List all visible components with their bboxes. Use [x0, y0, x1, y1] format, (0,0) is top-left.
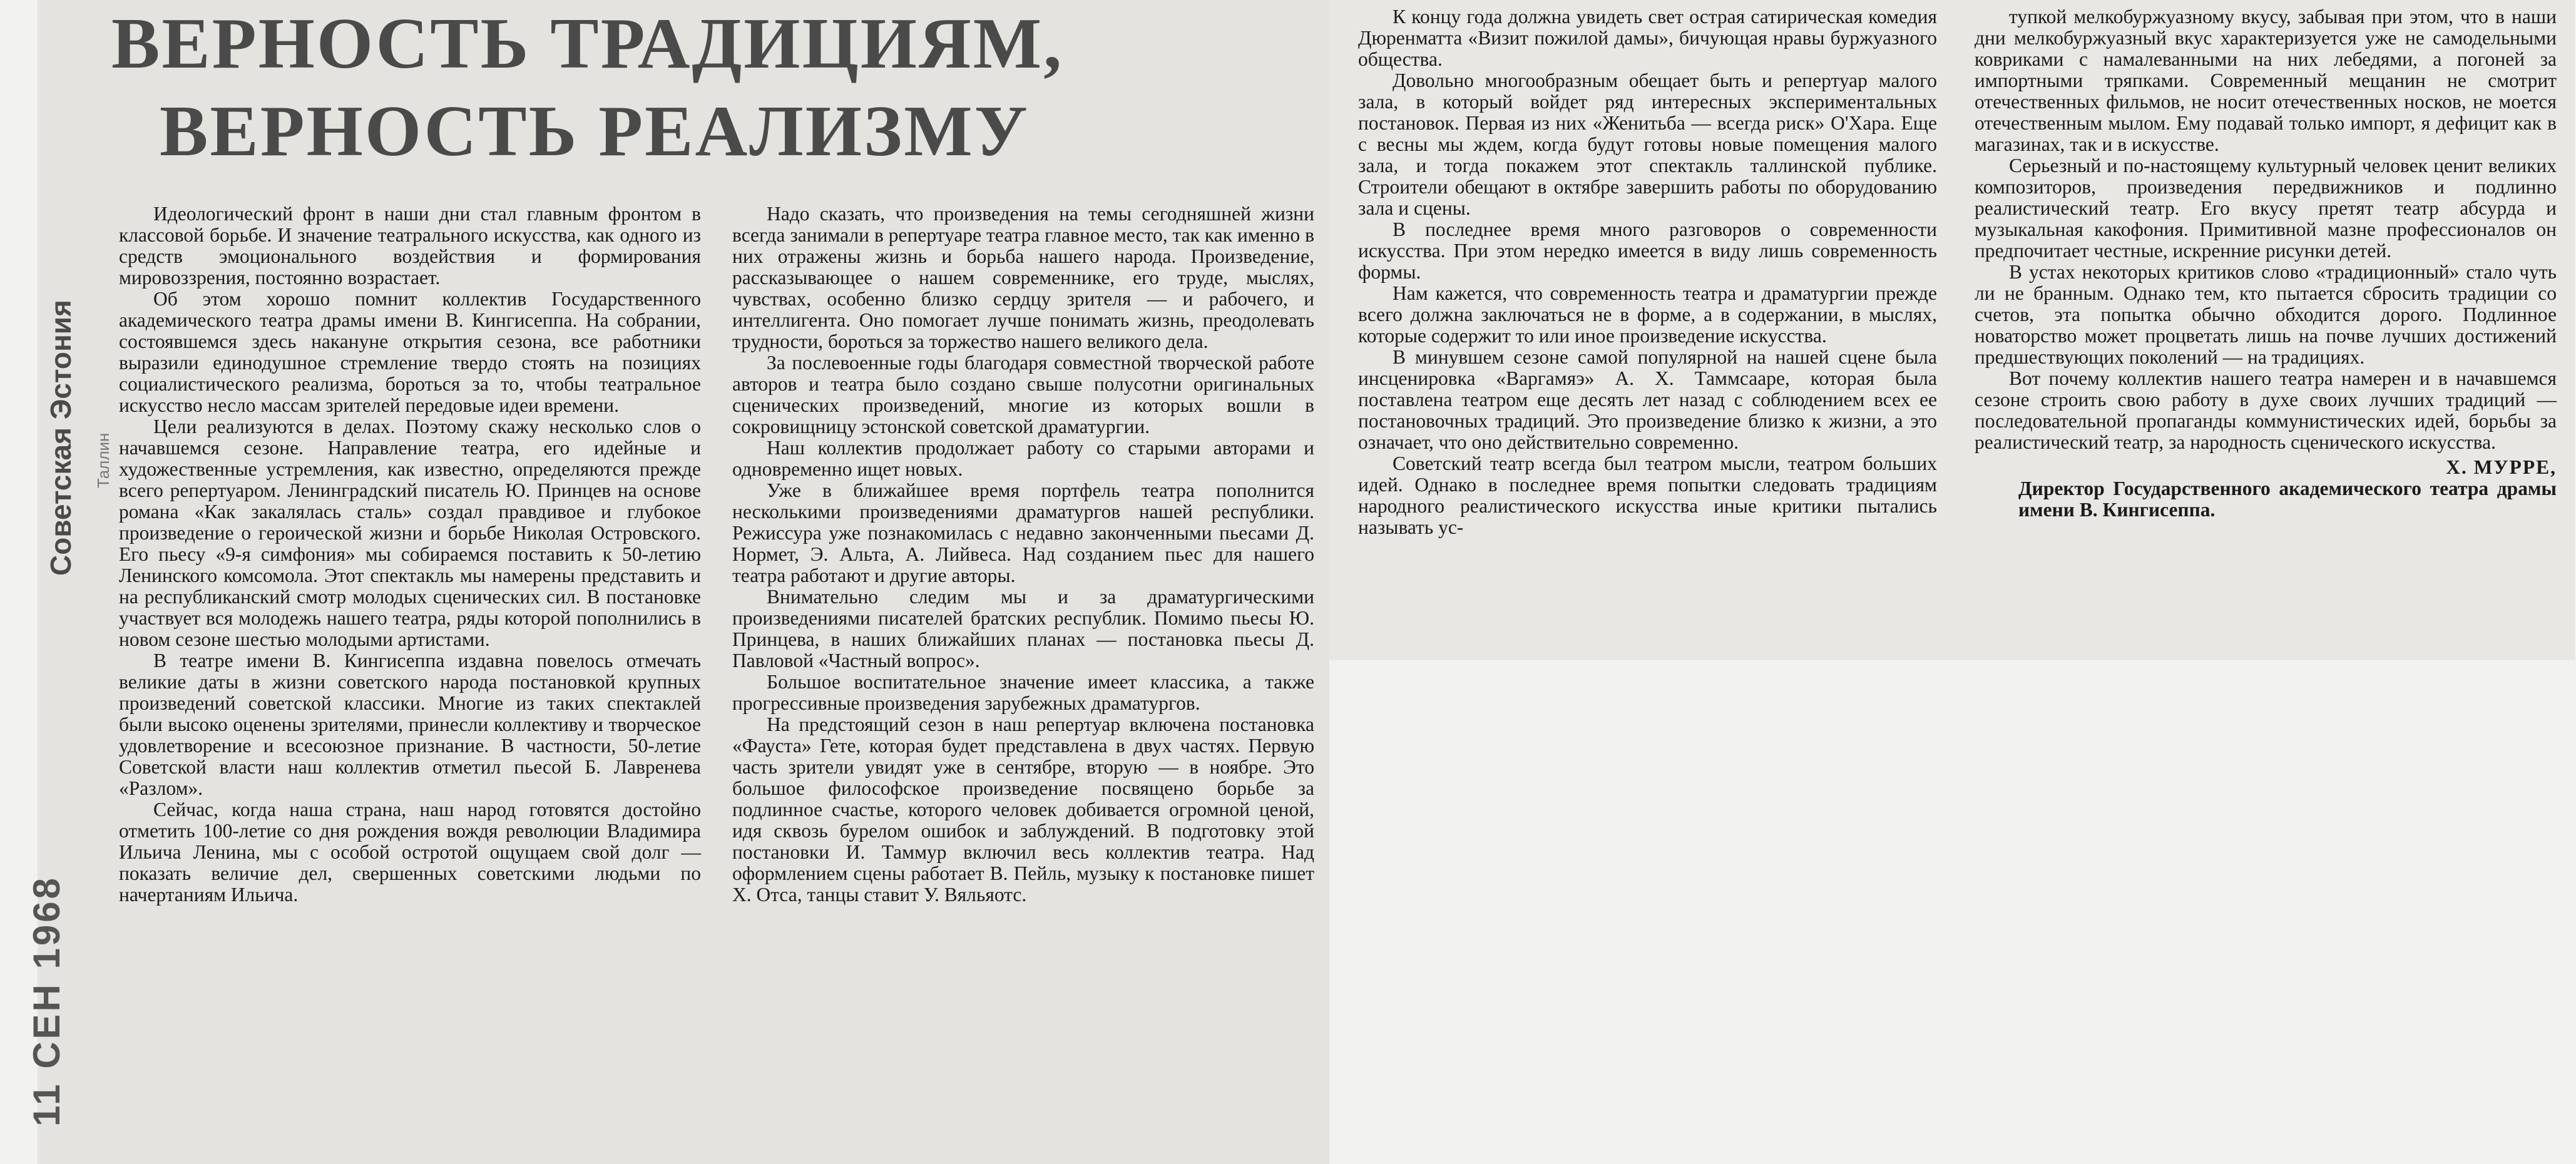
paragraph: За послевоенные годы благодаря совместной творческой работе авторов и театра было создано свыше полусотни оригинальных сценических произведений, многие из которых вошли в сокровищницу эстонской советской драматургии.	[732, 352, 1314, 437]
paragraph: Большое воспитательное значение имеет классика, а также прогрессивные произведения зарубежных драматургов.	[732, 671, 1314, 714]
article-column-2	[732, 203, 1314, 906]
article-column-4	[1975, 6, 2557, 521]
paragraph: Цели реализуются в делах. Поэтому скажу несколько слов о начавшемся сезоне. Направление театра, его идейные и художественные устремления, как известно, определяются прежде всего репертуаром. Ленинградский писатель Ю. Принцев на основе романа «Как закалялась сталь» создал правдивое и глубокое произведение о героической жизни и борьбе Николая Островского. Его пьесу «9-я симфония» мы собираемся поставить к 50-летию Ленинского комсомола. Этот спектакль мы намерены представить и на республиканский смотр молодых сценических сил. В постановке участвует вся молодежь нашего театра, ряды которой пополнились в новом сезоне шестью молодыми артистами.	[119, 416, 701, 650]
paragraph: Внимательно следим мы и за драматургическими произведениями писателей братских республик. Помимо пьесы Ю. Принцева, в наших ближайших планах — постановка пьесы Д. Павловой «Частный вопрос».	[732, 586, 1314, 671]
paragraph: В последнее время много разговоров о современности искусства. При этом нередко имеется в виду лишь современность формы.	[1358, 218, 1937, 283]
paragraph: Надо сказать, что произведения на темы сегодняшней жизни всегда занимали в репертуаре театра главное место, так как именно в них отражены жизнь и борьба нашего народа. Произведение, рассказывающее о нашем современнике, его труде, мыслях, чувствах, особенно близко сердцу зрителя — и рабочего, и интеллигента. Оно помогает лучше понимать жизнь, преодолевать трудности, бороться за торжество нашего великого дела.	[732, 203, 1314, 352]
stamp-city: Таллин	[94, 432, 113, 488]
headline-line-2: ВЕРНОСТЬ РЕАЛИЗМУ	[160, 91, 1030, 171]
paragraph: Наш коллектив продолжает работу со старыми авторами и одновременно ищет новых.	[732, 437, 1314, 480]
newspaper-masthead: Советская Эстония	[44, 300, 77, 576]
paragraph: В минувшем сезоне самой популярной на нашей сцене была инсценировка «Варгамяэ» А. Х. Таммсааре, которая была поставлена театром еще десять лет назад с соблюдением всех ее постановочных традиций. Это произведение близко к жизни, а это означает, что оно действительно современно.	[1358, 346, 1937, 453]
article-column-1	[119, 203, 701, 906]
paragraph: Советский театр всегда был театром мысли, театром больших идей. Однако в последнее время попытки следовать традициям народного реалистического искусства иные критики пытались называть ус-	[1358, 452, 1937, 538]
author-signature: Х. МУРРЕ,	[2446, 456, 2557, 478]
paragraph: Идеологический фронт в наши дни стал главным фронтом в классовой борьбе. И значение театрального искусства, как одного из средств эмоционального воздействия и формирования мировоззрения, постоянно возрастает.	[119, 203, 701, 288]
article-column-3	[1358, 6, 1937, 538]
paragraph: Довольно многообразным обещает быть и репертуар малого зала, в который войдет ряд интересных экспериментальных постановок. Первая из них «Женитьба — всегда риск» О'Хара. Еще с весны мы ждем, когда будут готовы новые помещения малого зала, и тогда покажем этот спектакль таллинской публике. Строители обещают в октябре завершить работы по оборудованию зала и сцены.	[1358, 69, 1937, 219]
paragraph: Сейчас, когда наша страна, наш народ готовятся достойно отметить 100-летие со дня рождения вождя революции Владимира Ильича Ленина, мы с особой остротой ощущаем свой долг — показать величие дел, свершенных советскими людьми по начертаниям Ильича.	[119, 799, 701, 906]
author-position: Директор Государственного академического театра драмы имени В. Кингисеппа.	[2018, 477, 2557, 521]
paragraph: Серьезный и по-настоящему культурный человек ценит великих композиторов, произведения передвижников и подлинно реалистический театр. Его вкусу претят театр абсурда и музыкальная какофония. Примитивной мазне профессионалов он предпочитает честные, искренние рисунки детей.	[1975, 155, 2557, 262]
paragraph: Нам кажется, что современность театра и драматургии прежде всего должна заключаться не в форме, а в содержании, в мыслях, которые содержит то или иное произведение искусства.	[1358, 282, 1937, 347]
paragraph: Вот почему коллектив нашего театра намерен и в начавшемся сезоне строить свою работу в духе своих лучших традиций — последовательной пропаганды коммунистических идей, борьбы за реалистический театр, за народность сценического искусства.	[1975, 367, 2557, 453]
paragraph: В устах некоторых критиков слово «традиционный» стало чуть ли не бранным. Однако тем, кто пытается сбросить традиции со счетов, эта попытка обычно обходится дорого. Подлинное новаторство может процветать лишь на почве лучших достижений предшествующих поколений — на традициях.	[1975, 261, 2557, 368]
paragraph: тупкой мелкобуржуазному вкусу, забывая при этом, что в наши дни мелкобуржуазный вкус характеризуется уже не самодельными ковриками с намалеванными на них лебедями, а погоней за импортными тряпками. Современный мещанин не смотрит отечественных фильмов, не носит отечественных носков, не моется отечественным мылом. Ему подавай только импорт, я дефицит как в магазинах, так и в искусстве.	[1975, 6, 2557, 155]
paragraph: На предстоящий сезон в наш репертуар включена постановка «Фауста» Гете, которая будет представлена в двух частях. Первую часть зрители увидят уже в сентябре, вторую — в ноябре. Это большое философское произведение посвящено борьбе за подлинное счастье, которого человек добивается огромной ценой, идя сквозь бурелом ошибок и заблуждений. В подготовку этой постановки И. Таммур включил весь коллектив театра. Над оформлением сцены работает В. Пейль, музыку к постановке пишет Х. Отса, танцы ставит У. Вяльяотс.	[732, 713, 1314, 906]
paragraph: Об этом хорошо помнит коллектив Государственного академического театра драмы имени В. Кингисеппа. На собрании, состоявшемся здесь накануне открытия сезона, все работники выразили единодушное стремление твердо стоять на позициях социалистического реализма, бороться за то, чтобы театральное искусство несло массам зрителей передовые идеи времени.	[119, 288, 701, 416]
date-stamp: 11 СЕН 1968	[26, 876, 68, 1126]
paragraph: В театре имени В. Кингисеппа издавна повелось отмечать великие даты в жизни советского народа постановкой крупных произведений советской классики. Многие из таких спектаклей были высоко оценены зрителями, принесли коллективу и творческое удовлетворение и всесоюзное признание. В частности, 50-летие Советской власти наш коллектив отметил пьесой Б. Лавренева «Разлом».	[119, 650, 701, 799]
paragraph: Уже в ближайшее время портфель театра пополнится несколькими произведениями драматургов нашей республики. Режиссура уже познакомилась с недавно законченными пьесами Д. Нормет, Э. Альта, А. Лийвеса. Над созданием пьес для нашего театра работают и другие авторы.	[732, 479, 1314, 586]
headline-line-1: ВЕРНОСТЬ ТРАДИЦИЯМ,	[111, 4, 1064, 84]
paragraph: К концу года должна увидеть свет острая сатирическая комедия Дюренматта «Визит пожилой дамы», бичующая нравы буржуазного общества.	[1358, 6, 1937, 70]
